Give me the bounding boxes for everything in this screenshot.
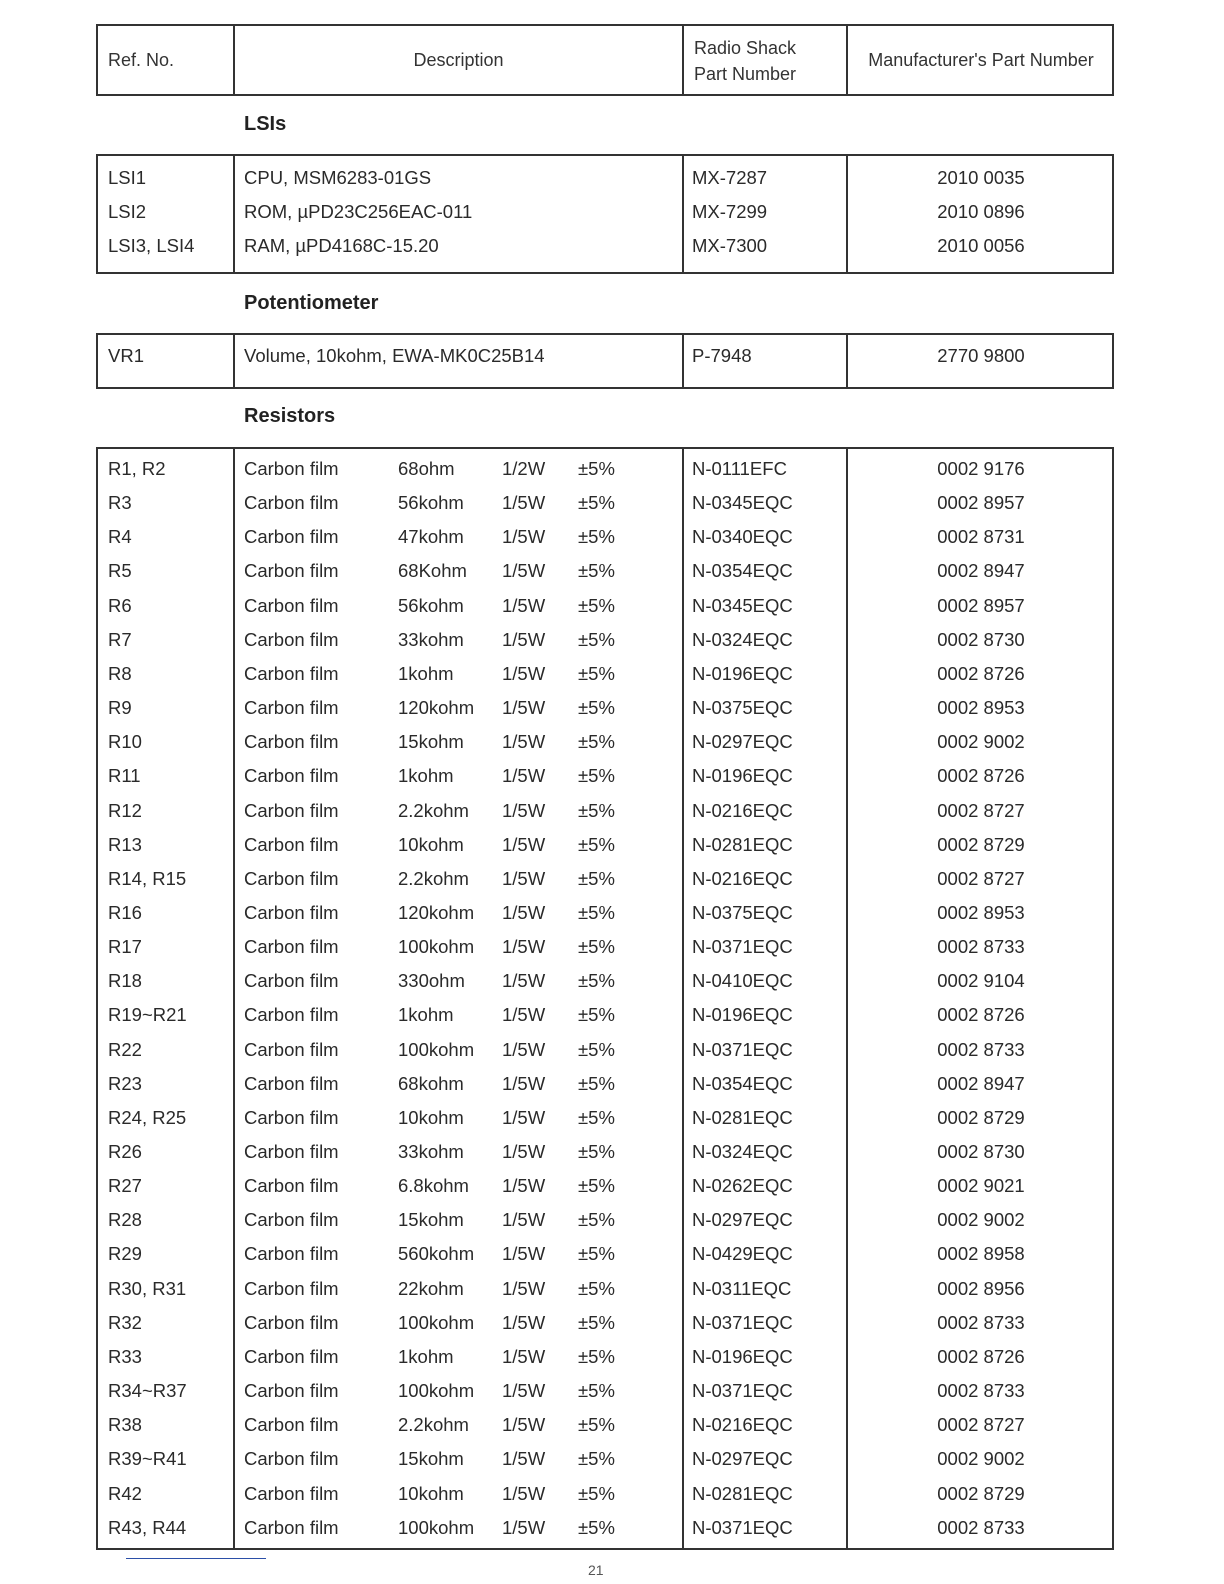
cell-value: 1kohm (398, 662, 454, 684)
cell-tolerance: ±5% (578, 901, 615, 923)
cell-ref-no: R23 (108, 1072, 142, 1094)
cell-ref-no: R1, R2 (108, 458, 166, 479)
cell-radio-shack-part: N-0111EFC (692, 458, 787, 479)
cell-value: 15kohm (398, 731, 464, 753)
cell-tolerance: ±5% (578, 1345, 615, 1367)
cell-radio-shack-part: N-0281EQC (692, 1482, 793, 1504)
cell-tolerance: ±5% (578, 731, 615, 753)
cell-radio-shack-part: N-0324EQC (692, 1141, 793, 1162)
section-title-potentiometer: Potentiometer (244, 292, 379, 314)
cell-type: Carbon film (244, 1209, 339, 1231)
cell-type: Carbon film (244, 1414, 339, 1436)
cell-manufacturer-part: 0002 8953 (937, 901, 1025, 923)
cell-type: Carbon film (244, 867, 339, 889)
cell-radio-shack-part: N-0371EQC (692, 1380, 793, 1402)
cell-type: Carbon film (244, 1175, 339, 1197)
cell-radio-shack-part: N-0371EQC (692, 1311, 793, 1333)
table-row (98, 486, 1112, 520)
cell-type: Carbon film (244, 1482, 339, 1504)
cell-value: 120kohm (398, 901, 475, 923)
cell-manufacturer-part: 0002 9176 (937, 458, 1025, 479)
cell-manufacturer-part: 0002 8727 (937, 867, 1025, 889)
cell-radio-shack-part: N-0354EQC (692, 1072, 793, 1094)
cell-manufacturer-part: 0002 8730 (937, 1141, 1025, 1162)
table-row (98, 1135, 1112, 1169)
page-number: 21 (588, 1562, 604, 1578)
cell-ref-no: R28 (108, 1209, 142, 1231)
cell-tolerance: ±5% (578, 1448, 615, 1470)
table-header (96, 24, 1114, 96)
cell-wattage: 1/5W (502, 1448, 546, 1470)
cell-type: Carbon film (244, 1311, 339, 1333)
table-row (98, 1169, 1112, 1203)
cell-tolerance: ±5% (578, 628, 615, 650)
cell-value: 330ohm (398, 970, 465, 992)
cell-value: 100kohm (398, 1516, 475, 1538)
cell-value: 10kohm (398, 1106, 464, 1128)
table-row (98, 896, 1112, 930)
table-row (98, 229, 1112, 263)
cell-radio-shack-part: N-0262EQC (692, 1175, 793, 1197)
cell-radio-shack-part: N-0216EQC (692, 799, 793, 821)
cell-manufacturer-part: 0002 8733 (937, 1516, 1025, 1538)
table-row (98, 195, 1112, 229)
cell-radio-shack-part: N-0371EQC (692, 936, 793, 958)
cell-value: 560kohm (398, 1243, 475, 1265)
table-row (98, 1374, 1112, 1408)
cell-tolerance: ±5% (578, 1072, 615, 1094)
cell-wattage: 1/5W (502, 1380, 546, 1402)
cell-wattage: 1/5W (502, 765, 546, 787)
cell-radio-shack-part: N-0196EQC (692, 765, 793, 787)
cell-wattage: 1/5W (502, 1004, 546, 1026)
cell-value: 22kohm (398, 1277, 464, 1299)
cell-tolerance: ±5% (578, 867, 615, 889)
cell-manufacturer-part: 0002 8957 (937, 492, 1025, 514)
cell-tolerance: ±5% (578, 458, 615, 479)
cell-type: Carbon film (244, 901, 339, 923)
table-row (98, 657, 1112, 691)
cell-radio-shack-part: N-0354EQC (692, 560, 793, 582)
cell-ref-no: R39~R41 (108, 1448, 187, 1470)
cell-wattage: 1/5W (502, 1516, 546, 1538)
table-row (98, 1272, 1112, 1306)
cell-type: Carbon film (244, 1004, 339, 1026)
cell-radio-shack-part: N-0429EQC (692, 1243, 793, 1265)
cell-tolerance: ±5% (578, 697, 615, 719)
cell-ref-no: R16 (108, 901, 142, 923)
cell-wattage: 1/5W (502, 1345, 546, 1367)
cell-tolerance: ±5% (578, 662, 615, 684)
cell-value: 10kohm (398, 833, 464, 855)
cell-manufacturer-part: 0002 8947 (937, 560, 1025, 582)
cell-ref-no: R10 (108, 731, 142, 753)
cell-wattage: 1/5W (502, 731, 546, 753)
cell-ref-no: R9 (108, 697, 132, 719)
cell-ref-no: R22 (108, 1038, 142, 1060)
cell-ref-no: R26 (108, 1141, 142, 1162)
cell-manufacturer-part: 0002 8726 (937, 662, 1025, 684)
resistor-table (96, 447, 1114, 1550)
cell-tolerance: ±5% (578, 1516, 615, 1538)
cell-tolerance: ±5% (578, 1004, 615, 1026)
cell-radio-shack-part: MX-7299 (692, 201, 768, 222)
cell-type: Carbon film (244, 1277, 339, 1299)
cell-description: Volume, 10kohm, EWA-MK0C25B14 (244, 345, 545, 366)
cell-wattage: 1/5W (502, 1106, 546, 1128)
cell-manufacturer-part: 2010 0035 (937, 167, 1025, 188)
cell-radio-shack-part: N-0297EQC (692, 731, 793, 753)
cell-tolerance: ±5% (578, 1482, 615, 1504)
cell-radio-shack-part: N-0371EQC (692, 1516, 793, 1538)
cell-radio-shack-part: N-0324EQC (692, 628, 793, 650)
potentiometer-table (96, 333, 1114, 389)
cell-ref-no: R18 (108, 970, 142, 992)
cell-tolerance: ±5% (578, 1243, 615, 1265)
cell-type: Carbon film (244, 662, 339, 684)
cell-type: Carbon film (244, 1516, 339, 1538)
cell-radio-shack-part: N-0340EQC (692, 526, 793, 548)
cell-radio-shack-part: MX-7287 (692, 167, 768, 188)
cell-ref-no: R42 (108, 1482, 142, 1504)
header-ref-no: Ref. No. (108, 49, 175, 70)
cell-type: Carbon film (244, 833, 339, 855)
table-row (98, 862, 1112, 896)
cell-type: Carbon film (244, 1243, 339, 1265)
cell-value: 68ohm (398, 458, 455, 479)
table-row (98, 1442, 1112, 1476)
cell-ref-no: VR1 (108, 345, 144, 366)
cell-ref-no: R7 (108, 628, 132, 650)
cell-type: Carbon film (244, 1106, 339, 1128)
cell-manufacturer-part: 0002 8958 (937, 1243, 1025, 1265)
cell-tolerance: ±5% (578, 1311, 615, 1333)
table-row (98, 589, 1112, 623)
cell-tolerance: ±5% (578, 799, 615, 821)
cell-radio-shack-part: N-0216EQC (692, 1414, 793, 1436)
cell-description: RAM, µPD4168C-15.20 (244, 235, 439, 256)
cell-manufacturer-part: 0002 8726 (937, 1345, 1025, 1367)
cell-wattage: 1/2W (502, 458, 546, 479)
cell-ref-no: R24, R25 (108, 1106, 187, 1128)
cell-manufacturer-part: 0002 8733 (937, 936, 1025, 958)
cell-value: 56kohm (398, 594, 464, 616)
cell-tolerance: ±5% (578, 970, 615, 992)
cell-manufacturer-part: 0002 9002 (937, 1209, 1025, 1231)
header-radio-shack-part (694, 26, 844, 94)
cell-description: CPU, MSM6283-01GS (244, 167, 432, 188)
cell-manufacturer-part: 0002 9021 (937, 1175, 1025, 1197)
table-row (98, 725, 1112, 759)
cell-type: Carbon film (244, 1448, 339, 1470)
cell-ref-no: R3 (108, 492, 132, 514)
cell-radio-shack-part: N-0196EQC (692, 1345, 793, 1367)
table-row (98, 161, 1112, 195)
table-row (98, 452, 1112, 486)
cell-value: 1kohm (398, 1004, 454, 1026)
cell-wattage: 1/5W (502, 560, 546, 582)
header-manufacturer-part: Manufacturer's Part Number (868, 49, 1094, 70)
cell-type: Carbon film (244, 526, 339, 548)
cell-wattage: 1/5W (502, 594, 546, 616)
section-title-lsis: LSIs (244, 113, 287, 135)
cell-manufacturer-part: 0002 8729 (937, 833, 1025, 855)
cell-tolerance: ±5% (578, 936, 615, 958)
cell-radio-shack-part: MX-7300 (692, 235, 768, 256)
cell-ref-no: LSI2 (108, 201, 147, 222)
cell-type: Carbon film (244, 936, 339, 958)
cell-value: 68kohm (398, 1072, 464, 1094)
cell-tolerance: ±5% (578, 560, 615, 582)
table-row (98, 964, 1112, 998)
cell-manufacturer-part: 2010 0896 (937, 201, 1025, 222)
cell-tolerance: ±5% (578, 833, 615, 855)
cell-ref-no: LSI1 (108, 167, 147, 188)
cell-type: Carbon film (244, 731, 339, 753)
cell-type: Carbon film (244, 697, 339, 719)
table-row (98, 1511, 1112, 1545)
cell-radio-shack-part: N-0281EQC (692, 1106, 793, 1128)
table-row (98, 1237, 1112, 1271)
cell-wattage: 1/5W (502, 1277, 546, 1299)
table-row (98, 1408, 1112, 1442)
cell-radio-shack-part: N-0375EQC (692, 697, 793, 719)
cell-manufacturer-part: 0002 8733 (937, 1311, 1025, 1333)
cell-type: Carbon film (244, 594, 339, 616)
cell-manufacturer-part: 0002 8957 (937, 594, 1025, 616)
cell-ref-no: R32 (108, 1311, 142, 1333)
table-row (98, 794, 1112, 828)
table-row (98, 998, 1112, 1032)
cell-ref-no: R34~R37 (108, 1380, 187, 1402)
cell-value: 2.2kohm (398, 1414, 469, 1436)
table-row (98, 554, 1112, 588)
cell-type: Carbon film (244, 492, 339, 514)
cell-value: 33kohm (398, 628, 464, 650)
cell-wattage: 1/5W (502, 662, 546, 684)
cell-tolerance: ±5% (578, 1038, 615, 1060)
cell-radio-shack-part: N-0297EQC (692, 1209, 793, 1231)
cell-ref-no: R12 (108, 799, 142, 821)
cell-value: 68Kohm (398, 560, 467, 582)
cell-value: 2.2kohm (398, 867, 469, 889)
cell-radio-shack-part: N-0281EQC (692, 833, 793, 855)
cell-manufacturer-part: 0002 8956 (937, 1277, 1025, 1299)
cell-manufacturer-part: 0002 9104 (937, 970, 1025, 992)
cell-radio-shack-part: N-0297EQC (692, 1448, 793, 1470)
cell-manufacturer-part: 0002 8729 (937, 1106, 1025, 1128)
cell-radio-shack-part: N-0311EQC (692, 1277, 792, 1299)
table-row (98, 1033, 1112, 1067)
cell-wattage: 1/5W (502, 1311, 546, 1333)
cell-manufacturer-part: 0002 8953 (937, 697, 1025, 719)
cell-value: 47kohm (398, 526, 464, 548)
cell-tolerance: ±5% (578, 1414, 615, 1436)
cell-manufacturer-part: 0002 8727 (937, 799, 1025, 821)
cell-manufacturer-part: 0002 8733 (937, 1038, 1025, 1060)
cell-tolerance: ±5% (578, 765, 615, 787)
cell-value: 10kohm (398, 1482, 464, 1504)
table-row (98, 623, 1112, 657)
cell-wattage: 1/5W (502, 1038, 546, 1060)
cell-value: 1kohm (398, 1345, 454, 1367)
cell-ref-no: R27 (108, 1175, 142, 1197)
cell-manufacturer-part: 0002 8726 (937, 1004, 1025, 1026)
cell-wattage: 1/5W (502, 799, 546, 821)
header-description: Description (413, 49, 504, 70)
cell-value: 15kohm (398, 1209, 464, 1231)
cell-wattage: 1/5W (502, 1243, 546, 1265)
cell-radio-shack-part: P-7948 (692, 345, 752, 366)
cell-ref-no: R4 (108, 526, 132, 548)
cell-value: 15kohm (398, 1448, 464, 1470)
cell-manufacturer-part: 0002 8733 (937, 1380, 1025, 1402)
cell-ref-no: R19~R21 (108, 1004, 187, 1026)
table-row (98, 930, 1112, 964)
table-row (98, 1203, 1112, 1237)
cell-wattage: 1/5W (502, 901, 546, 923)
cell-manufacturer-part: 0002 8947 (937, 1072, 1025, 1094)
cell-ref-no: R30, R31 (108, 1277, 187, 1299)
cell-value: 100kohm (398, 1311, 475, 1333)
cell-wattage: 1/5W (502, 628, 546, 650)
table-row (98, 1340, 1112, 1374)
cell-value: 2.2kohm (398, 799, 469, 821)
cell-value: 33kohm (398, 1141, 464, 1162)
cell-ref-no: LSI3, LSI4 (108, 235, 195, 256)
cell-radio-shack-part: N-0345EQC (692, 492, 793, 514)
cell-ref-no: R13 (108, 833, 142, 855)
cell-radio-shack-part: N-0216EQC (692, 867, 793, 889)
cell-wattage: 1/5W (502, 1482, 546, 1504)
cell-wattage: 1/5W (502, 867, 546, 889)
cell-value: 6.8kohm (398, 1175, 469, 1197)
table-row (98, 691, 1112, 725)
cell-type: Carbon film (244, 458, 339, 479)
cell-tolerance: ±5% (578, 1141, 615, 1162)
cell-type: Carbon film (244, 1141, 339, 1162)
cell-manufacturer-part: 2010 0056 (937, 235, 1025, 256)
cell-wattage: 1/5W (502, 697, 546, 719)
cell-ref-no: R6 (108, 594, 132, 616)
cell-wattage: 1/5W (502, 833, 546, 855)
cell-tolerance: ±5% (578, 594, 615, 616)
cell-manufacturer-part: 0002 8729 (937, 1482, 1025, 1504)
table-row (98, 1101, 1112, 1135)
cell-type: Carbon film (244, 1072, 339, 1094)
cell-wattage: 1/5W (502, 970, 546, 992)
cell-manufacturer-part: 0002 8727 (937, 1414, 1025, 1436)
cell-wattage: 1/5W (502, 1175, 546, 1197)
section-title-resistors: Resistors (244, 405, 336, 427)
cell-radio-shack-part: N-0196EQC (692, 662, 793, 684)
lsi-table (96, 154, 1114, 274)
cell-tolerance: ±5% (578, 1380, 615, 1402)
header-rs-line2: Part Number (694, 64, 797, 84)
cell-manufacturer-part: 0002 8730 (937, 628, 1025, 650)
cell-type: Carbon film (244, 1345, 339, 1367)
table-row (98, 828, 1112, 862)
cell-value: 120kohm (398, 697, 475, 719)
header-rs-line1: Radio Shack (694, 38, 797, 58)
cell-ref-no: R11 (108, 765, 141, 787)
cell-type: Carbon film (244, 628, 339, 650)
cell-ref-no: R43, R44 (108, 1516, 187, 1538)
cell-type: Carbon film (244, 1380, 339, 1402)
cell-tolerance: ±5% (578, 1175, 615, 1197)
table-row (98, 1067, 1112, 1101)
cell-tolerance: ±5% (578, 1209, 615, 1231)
table-row (98, 759, 1112, 793)
cell-wattage: 1/5W (502, 1414, 546, 1436)
cell-manufacturer-part: 0002 9002 (937, 1448, 1025, 1470)
table-row (98, 339, 1112, 373)
cell-radio-shack-part: N-0345EQC (692, 594, 793, 616)
footer-rule (126, 1558, 266, 1559)
cell-wattage: 1/5W (502, 936, 546, 958)
cell-wattage: 1/5W (502, 1209, 546, 1231)
table-row (98, 1477, 1112, 1511)
cell-ref-no: R38 (108, 1414, 142, 1436)
cell-tolerance: ±5% (578, 492, 615, 514)
cell-value: 100kohm (398, 1038, 475, 1060)
cell-type: Carbon film (244, 970, 339, 992)
cell-ref-no: R8 (108, 662, 132, 684)
table-row (98, 520, 1112, 554)
cell-wattage: 1/5W (502, 492, 546, 514)
cell-tolerance: ±5% (578, 1277, 615, 1299)
cell-value: 56kohm (398, 492, 464, 514)
cell-value: 100kohm (398, 1380, 475, 1402)
cell-tolerance: ±5% (578, 1106, 615, 1128)
cell-radio-shack-part: N-0375EQC (692, 901, 793, 923)
cell-manufacturer-part: 0002 9002 (937, 731, 1025, 753)
cell-radio-shack-part: N-0196EQC (692, 1004, 793, 1026)
cell-ref-no: R5 (108, 560, 132, 582)
cell-description: ROM, µPD23C256EAC-011 (244, 201, 473, 222)
cell-wattage: 1/5W (502, 526, 546, 548)
cell-type: Carbon film (244, 799, 339, 821)
cell-ref-no: R14, R15 (108, 867, 187, 889)
cell-tolerance: ±5% (578, 526, 615, 548)
cell-value: 100kohm (398, 936, 475, 958)
cell-value: 1kohm (398, 765, 454, 787)
cell-ref-no: R29 (108, 1243, 142, 1265)
table-row (98, 1306, 1112, 1340)
cell-manufacturer-part: 0002 8731 (937, 526, 1025, 548)
cell-manufacturer-part: 0002 8726 (937, 765, 1025, 787)
cell-ref-no: R17 (108, 936, 142, 958)
cell-ref-no: R33 (108, 1345, 142, 1367)
cell-type: Carbon film (244, 1038, 339, 1060)
cell-type: Carbon film (244, 765, 339, 787)
cell-radio-shack-part: N-0371EQC (692, 1038, 793, 1060)
cell-type: Carbon film (244, 560, 339, 582)
cell-manufacturer-part: 2770 9800 (937, 345, 1025, 366)
cell-wattage: 1/5W (502, 1141, 546, 1162)
cell-radio-shack-part: N-0410EQC (692, 970, 793, 992)
cell-wattage: 1/5W (502, 1072, 546, 1094)
